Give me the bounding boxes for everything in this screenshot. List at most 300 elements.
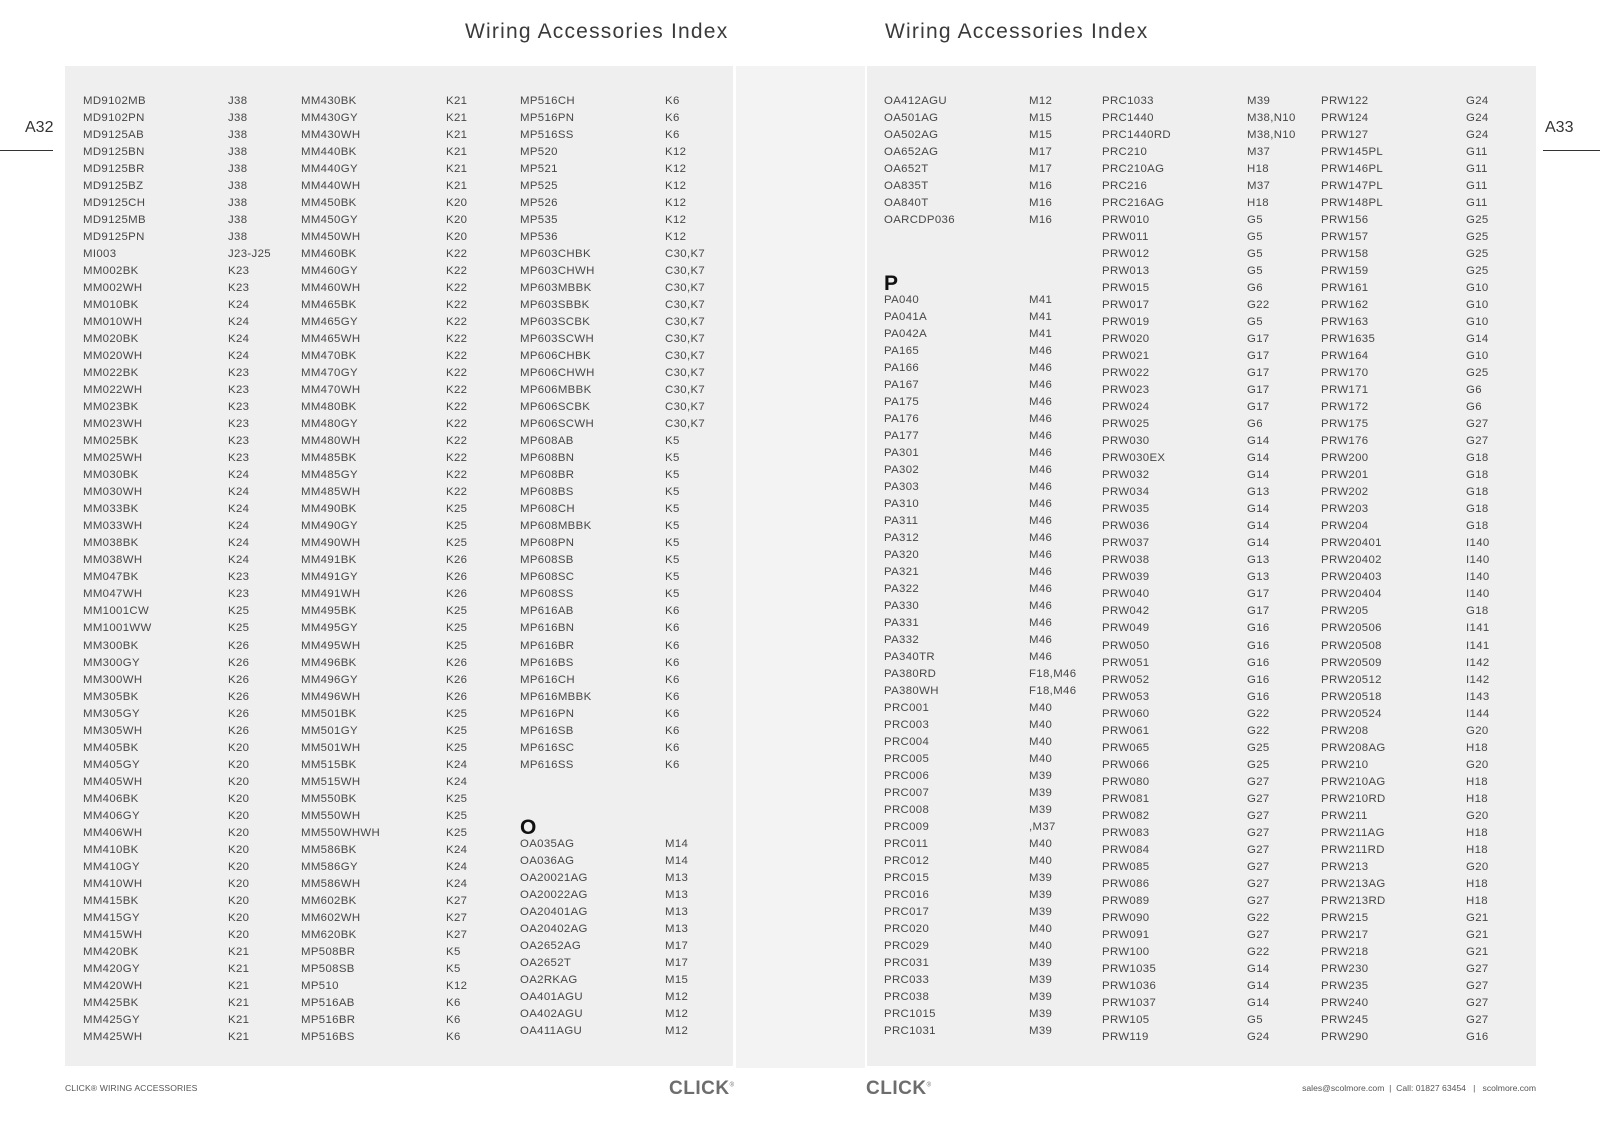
page-reference: M14 xyxy=(665,838,689,851)
page-reference: G14 xyxy=(1247,520,1270,533)
product-code: MD9125BR xyxy=(83,163,145,176)
product-code: PRC1033 xyxy=(1102,95,1154,107)
product-code: MP616SB xyxy=(520,724,574,737)
product-code: MP603CHBK xyxy=(520,248,591,261)
index-entry xyxy=(1321,876,1536,893)
page-reference: K26 xyxy=(446,656,468,669)
index-entry xyxy=(884,819,1099,836)
page-reference: M16 xyxy=(1029,180,1053,193)
page-reference: G27 xyxy=(1247,843,1270,856)
page-reference: C30,K7 xyxy=(665,367,706,380)
index-entry xyxy=(1321,212,1536,229)
index-entry xyxy=(301,978,516,995)
index-entry xyxy=(1321,178,1536,195)
index-entry xyxy=(884,938,1099,955)
logo-text: CLICK xyxy=(866,1078,927,1099)
index-entry xyxy=(301,365,516,382)
index-entry xyxy=(520,740,735,757)
product-code: PRW022 xyxy=(1102,367,1150,380)
product-code: MD9102PN xyxy=(83,112,145,125)
product-code: MM501BK xyxy=(301,707,357,720)
right-page-title: Wiring Accessories Index xyxy=(885,20,1149,43)
page-reference: K22 xyxy=(446,299,468,312)
page-reference: G22 xyxy=(1247,299,1270,312)
page-reference: G16 xyxy=(1247,673,1270,686)
product-code: PRC008 xyxy=(884,804,930,817)
page-reference: K21 xyxy=(446,129,468,142)
product-code: MP606CHWH xyxy=(520,367,595,380)
index-entry xyxy=(83,927,298,944)
index-entry xyxy=(301,450,516,467)
index-entry xyxy=(1321,995,1536,1012)
page-reference: I143 xyxy=(1466,690,1490,703)
product-code: PRW061 xyxy=(1102,724,1150,737)
index-entry xyxy=(83,1012,298,1029)
product-code: PRW091 xyxy=(1102,928,1150,941)
index-entry xyxy=(1102,297,1317,314)
index-entry xyxy=(83,382,298,399)
page-reference: K6 xyxy=(665,707,680,720)
product-code: PRW161 xyxy=(1321,282,1369,295)
product-code: MM490GY xyxy=(301,520,358,533)
product-code: PRC033 xyxy=(884,974,930,987)
index-entry xyxy=(520,955,735,972)
page-reference: M13 xyxy=(665,889,689,902)
page-reference: K26 xyxy=(228,656,250,669)
product-code: PA321 xyxy=(884,565,920,578)
index-entry xyxy=(884,547,1099,564)
index-entry xyxy=(83,280,298,297)
index-entry xyxy=(301,518,516,535)
page-reference: I140 xyxy=(1466,554,1490,567)
page-reference: M39 xyxy=(1029,957,1053,970)
product-code: MM047WH xyxy=(83,588,143,601)
index-entry xyxy=(520,178,735,195)
page-reference: J38 xyxy=(228,231,248,244)
footer-email[interactable]: sales@scolmore.com xyxy=(1302,1083,1385,1093)
index-entry xyxy=(83,297,298,314)
index-entry xyxy=(1102,501,1317,518)
footer-brand-text: CLICK® WIRING ACCESSORIES xyxy=(65,1083,198,1093)
page-reference: G5 xyxy=(1247,1013,1263,1026)
product-code: PRC001 xyxy=(884,702,930,715)
page-reference: K12 xyxy=(665,214,687,227)
product-code: OA2RKAG xyxy=(520,974,578,987)
product-code: MP616BR xyxy=(520,639,575,652)
page-reference: K25 xyxy=(446,809,468,822)
product-code: MM450BK xyxy=(301,197,357,210)
index-entry xyxy=(83,603,298,620)
product-code: MM002WH xyxy=(83,282,143,295)
product-code: PA332 xyxy=(884,634,920,647)
index-entry xyxy=(520,484,735,501)
page-reference: K5 xyxy=(665,486,680,499)
product-code: MM485BK xyxy=(301,452,357,465)
page-gutter xyxy=(736,66,865,1068)
index-entry xyxy=(301,961,516,978)
product-code: PA312 xyxy=(884,531,920,544)
index-entry xyxy=(520,989,735,1006)
product-code: PRC003 xyxy=(884,719,930,732)
product-code: MP603SCBK xyxy=(520,316,591,329)
page-reference: M41 xyxy=(1029,310,1053,323)
product-code: PRW039 xyxy=(1102,571,1150,584)
index-entry xyxy=(1102,672,1317,689)
page-reference: G24 xyxy=(1466,95,1489,107)
product-code: MP616SS xyxy=(520,758,574,771)
footer-website[interactable]: scolmore.com xyxy=(1482,1083,1536,1093)
footer-contact xyxy=(1302,1083,1536,1093)
product-code: MD9125BZ xyxy=(83,180,144,193)
product-code: PA165 xyxy=(884,344,920,357)
page-reference: K22 xyxy=(446,350,468,363)
index-entry xyxy=(83,552,298,569)
product-code: PA310 xyxy=(884,497,920,510)
product-code: PA176 xyxy=(884,412,920,425)
index-entry xyxy=(83,774,298,791)
index-entry xyxy=(1321,416,1536,433)
product-code: MP516BR xyxy=(301,1013,356,1026)
page-reference: M40 xyxy=(1029,719,1053,732)
index-entry xyxy=(83,825,298,842)
product-code: MM420WH xyxy=(83,979,143,992)
index-entry xyxy=(884,972,1099,989)
product-code: PRW025 xyxy=(1102,418,1150,431)
index-entry xyxy=(1102,331,1317,348)
product-code: PRW20512 xyxy=(1321,673,1382,686)
page-reference: K21 xyxy=(446,95,468,107)
product-code: MD9125AB xyxy=(83,129,145,142)
product-code: PRC015 xyxy=(884,872,930,885)
index-entry xyxy=(520,655,735,672)
index-entry xyxy=(301,825,516,842)
index-entry xyxy=(520,501,735,518)
index-entry xyxy=(83,535,298,552)
index-entry xyxy=(1102,246,1317,263)
page-reference: M46 xyxy=(1029,395,1053,408)
page-reference: K24 xyxy=(228,520,250,533)
product-code: PRW148PL xyxy=(1321,197,1384,210)
index-entry xyxy=(1102,93,1317,110)
index-entry xyxy=(301,893,516,910)
index-column xyxy=(884,93,1099,1040)
product-code: MP616AB xyxy=(520,605,574,618)
product-code: PA303 xyxy=(884,480,920,493)
product-code: PRW235 xyxy=(1321,979,1369,992)
page-reference: G20 xyxy=(1466,724,1489,737)
product-code: MD9125CH xyxy=(83,197,146,210)
page-reference: G18 xyxy=(1466,520,1489,533)
index-entry xyxy=(884,292,1099,309)
product-code: MM406BK xyxy=(83,792,139,805)
page-reference: K6 xyxy=(665,112,680,125)
index-entry xyxy=(884,700,1099,717)
product-code: PRW159 xyxy=(1321,265,1369,278)
page-reference: K21 xyxy=(446,112,468,125)
index-entry xyxy=(1321,484,1536,501)
page-reference: K5 xyxy=(665,435,680,448)
product-code: PRW145PL xyxy=(1321,146,1384,159)
product-code: PA040 xyxy=(884,293,920,306)
index-entry xyxy=(83,689,298,706)
product-code: PRW230 xyxy=(1321,962,1369,975)
index-entry xyxy=(884,479,1099,496)
page-reference: H18 xyxy=(1466,792,1488,805)
page-reference: G27 xyxy=(1247,877,1270,890)
index-entry xyxy=(301,638,516,655)
page-reference: M37 xyxy=(1247,180,1271,193)
page-reference: G27 xyxy=(1466,996,1489,1009)
index-entry xyxy=(884,428,1099,445)
product-code: PRW200 xyxy=(1321,452,1369,465)
index-column xyxy=(520,93,735,1040)
page-reference: M13 xyxy=(665,906,689,919)
page-reference: M46 xyxy=(1029,548,1053,561)
product-code: OA20402AG xyxy=(520,923,588,936)
page-reference: K26 xyxy=(228,690,250,703)
product-code: MP616PN xyxy=(520,707,575,720)
index-entry xyxy=(520,569,735,586)
index-entry xyxy=(301,93,516,110)
page-reference: M15 xyxy=(1029,129,1053,142)
product-code: PRW100 xyxy=(1102,945,1150,958)
page-reference: M46 xyxy=(1029,412,1053,425)
product-code: MI003 xyxy=(83,248,117,261)
product-code: MM460WH xyxy=(301,282,361,295)
product-code: MP516PN xyxy=(520,112,575,125)
index-entry xyxy=(520,212,735,229)
index-entry xyxy=(301,314,516,331)
index-entry xyxy=(83,995,298,1012)
index-entry xyxy=(301,791,516,808)
product-code: PRW036 xyxy=(1102,520,1150,533)
page-reference: K24 xyxy=(446,877,468,890)
index-entry xyxy=(83,416,298,433)
index-entry xyxy=(301,569,516,586)
index-entry xyxy=(520,757,735,774)
product-code: PRW084 xyxy=(1102,843,1150,856)
index-entry xyxy=(884,802,1099,819)
page-reference: G25 xyxy=(1466,367,1489,380)
product-code: PRW1035 xyxy=(1102,962,1157,975)
page-reference: G11 xyxy=(1466,180,1488,193)
page-reference: M46 xyxy=(1029,582,1053,595)
index-entry xyxy=(520,706,735,723)
index-entry xyxy=(520,603,735,620)
product-code: MM415BK xyxy=(83,894,139,907)
index-entry xyxy=(1102,569,1317,586)
product-code: MM010BK xyxy=(83,299,139,312)
index-entry xyxy=(1321,603,1536,620)
index-entry xyxy=(301,161,516,178)
page-reference: J38 xyxy=(228,112,248,125)
index-entry xyxy=(1102,433,1317,450)
product-code: MM022WH xyxy=(83,384,143,397)
index-entry xyxy=(1321,944,1536,961)
product-code: MM415GY xyxy=(83,911,140,924)
index-entry xyxy=(301,706,516,723)
page-reference: G17 xyxy=(1247,367,1270,380)
product-code: PRW030EX xyxy=(1102,452,1166,465)
product-code: PRW210AG xyxy=(1321,775,1386,788)
product-code: PRW024 xyxy=(1102,401,1150,414)
page-reference: K24 xyxy=(228,333,250,346)
product-code: PA322 xyxy=(884,582,920,595)
page-reference: H18 xyxy=(1466,894,1488,907)
product-code: MM425WH xyxy=(83,1030,143,1043)
product-code: PRW042 xyxy=(1102,605,1150,618)
index-entry xyxy=(301,620,516,637)
index-entry xyxy=(884,734,1099,751)
product-code: MM410BK xyxy=(83,843,139,856)
index-entry xyxy=(1102,893,1317,910)
index-entry xyxy=(1321,93,1536,110)
product-code: OA835T xyxy=(884,180,929,193)
page-reference: K12 xyxy=(446,979,468,992)
product-code: MD9102MB xyxy=(83,95,146,107)
index-entry xyxy=(1102,842,1317,859)
index-entry xyxy=(1321,893,1536,910)
index-entry xyxy=(884,870,1099,887)
product-code: PRW085 xyxy=(1102,860,1150,873)
page-reference: G20 xyxy=(1466,758,1489,771)
index-entry xyxy=(83,808,298,825)
index-entry xyxy=(1321,1012,1536,1029)
right-page-number-rule xyxy=(1543,150,1600,151)
page-reference: G22 xyxy=(1247,911,1270,924)
page-reference: G10 xyxy=(1466,316,1489,329)
index-entry xyxy=(83,569,298,586)
page-reference: H18 xyxy=(1466,843,1488,856)
product-code: PRW122 xyxy=(1321,95,1369,107)
index-entry xyxy=(1321,110,1536,127)
product-code: MP608BR xyxy=(520,469,575,482)
product-code: MP616BS xyxy=(520,656,574,669)
page-reference: K24 xyxy=(228,537,250,550)
page-reference: K20 xyxy=(228,826,250,839)
product-code: PRW051 xyxy=(1102,656,1150,669)
index-entry xyxy=(301,995,516,1012)
product-code: MM305WH xyxy=(83,724,143,737)
product-code: MM025WH xyxy=(83,452,143,465)
page-reference: K5 xyxy=(446,945,461,958)
product-code: PRW162 xyxy=(1321,299,1369,312)
page-reference: K23 xyxy=(228,571,250,584)
page-reference: G22 xyxy=(1247,724,1270,737)
product-code: MM480BK xyxy=(301,401,357,414)
index-entry xyxy=(520,672,735,689)
index-entry xyxy=(884,785,1099,802)
index-entry xyxy=(301,178,516,195)
product-code: PA331 xyxy=(884,617,920,630)
product-code: MM496GY xyxy=(301,673,358,686)
product-code: PRC005 xyxy=(884,753,930,766)
product-code: PRW035 xyxy=(1102,503,1150,516)
index-entry xyxy=(301,655,516,672)
page-reference: M39 xyxy=(1029,804,1053,817)
index-entry xyxy=(884,717,1099,734)
page-reference: K20 xyxy=(228,928,250,941)
page-reference: K27 xyxy=(446,894,468,907)
page-reference: H18 xyxy=(1247,163,1269,176)
index-entry xyxy=(83,706,298,723)
page-reference: K5 xyxy=(665,537,680,550)
page-reference: M46 xyxy=(1029,497,1053,510)
page-reference: K22 xyxy=(446,333,468,346)
page-reference: G14 xyxy=(1247,503,1270,516)
product-code: PRW245 xyxy=(1321,1013,1369,1026)
index-entry xyxy=(884,921,1099,938)
product-code: MM495GY xyxy=(301,622,358,635)
product-code: PRW20518 xyxy=(1321,690,1382,703)
index-entry xyxy=(520,535,735,552)
product-code: PRW156 xyxy=(1321,214,1369,227)
index-entry xyxy=(520,450,735,467)
page-reference: M39 xyxy=(1029,872,1053,885)
index-entry xyxy=(884,127,1099,144)
index-entry xyxy=(83,1029,298,1046)
page-reference: M39 xyxy=(1029,1025,1053,1038)
index-entry xyxy=(83,93,298,110)
page-reference: K21 xyxy=(446,163,468,176)
page-reference: M46 xyxy=(1029,429,1053,442)
page-reference: K22 xyxy=(446,469,468,482)
product-code: MP608BN xyxy=(520,452,575,465)
product-code: MM038BK xyxy=(83,537,139,550)
page-reference: M40 xyxy=(1029,838,1053,851)
index-entry xyxy=(83,961,298,978)
index-entry xyxy=(1102,161,1317,178)
index-entry xyxy=(520,127,735,144)
page-reference: G5 xyxy=(1247,214,1263,227)
index-entry xyxy=(884,666,1099,683)
index-entry xyxy=(1102,961,1317,978)
index-entry xyxy=(1102,518,1317,535)
index-entry xyxy=(884,683,1099,700)
index-entry xyxy=(1102,110,1317,127)
index-entry xyxy=(1321,399,1536,416)
product-code: MM300BK xyxy=(83,639,139,652)
product-code: MP603CHWH xyxy=(520,265,595,278)
product-code: OA036AG xyxy=(520,855,575,868)
page-reference: I144 xyxy=(1466,707,1490,720)
product-code: PRW171 xyxy=(1321,384,1369,397)
product-code: PRW066 xyxy=(1102,758,1150,771)
product-code: OA412AGU xyxy=(884,95,947,107)
product-code: MM406WH xyxy=(83,826,143,839)
page-reference: K12 xyxy=(665,197,687,210)
index-entry xyxy=(301,808,516,825)
index-entry xyxy=(1321,825,1536,842)
product-code: MD9125MB xyxy=(83,214,146,227)
product-code: PRW205 xyxy=(1321,605,1369,618)
index-entry xyxy=(1102,127,1317,144)
page-reference: K27 xyxy=(446,911,468,924)
page-reference: G17 xyxy=(1247,401,1270,414)
product-code: MM420GY xyxy=(83,962,140,975)
page-reference: M12 xyxy=(1029,95,1053,107)
page-reference: G16 xyxy=(1247,656,1270,669)
index-entry xyxy=(301,433,516,450)
index-entry xyxy=(1102,399,1317,416)
page-reference: M17 xyxy=(665,957,689,970)
page-reference: G21 xyxy=(1466,911,1489,924)
product-code: MP606MBBK xyxy=(520,384,592,397)
page-reference: M39 xyxy=(1029,906,1053,919)
index-entry xyxy=(1321,910,1536,927)
index-entry xyxy=(884,564,1099,581)
footer-separator: | xyxy=(1473,1083,1476,1093)
